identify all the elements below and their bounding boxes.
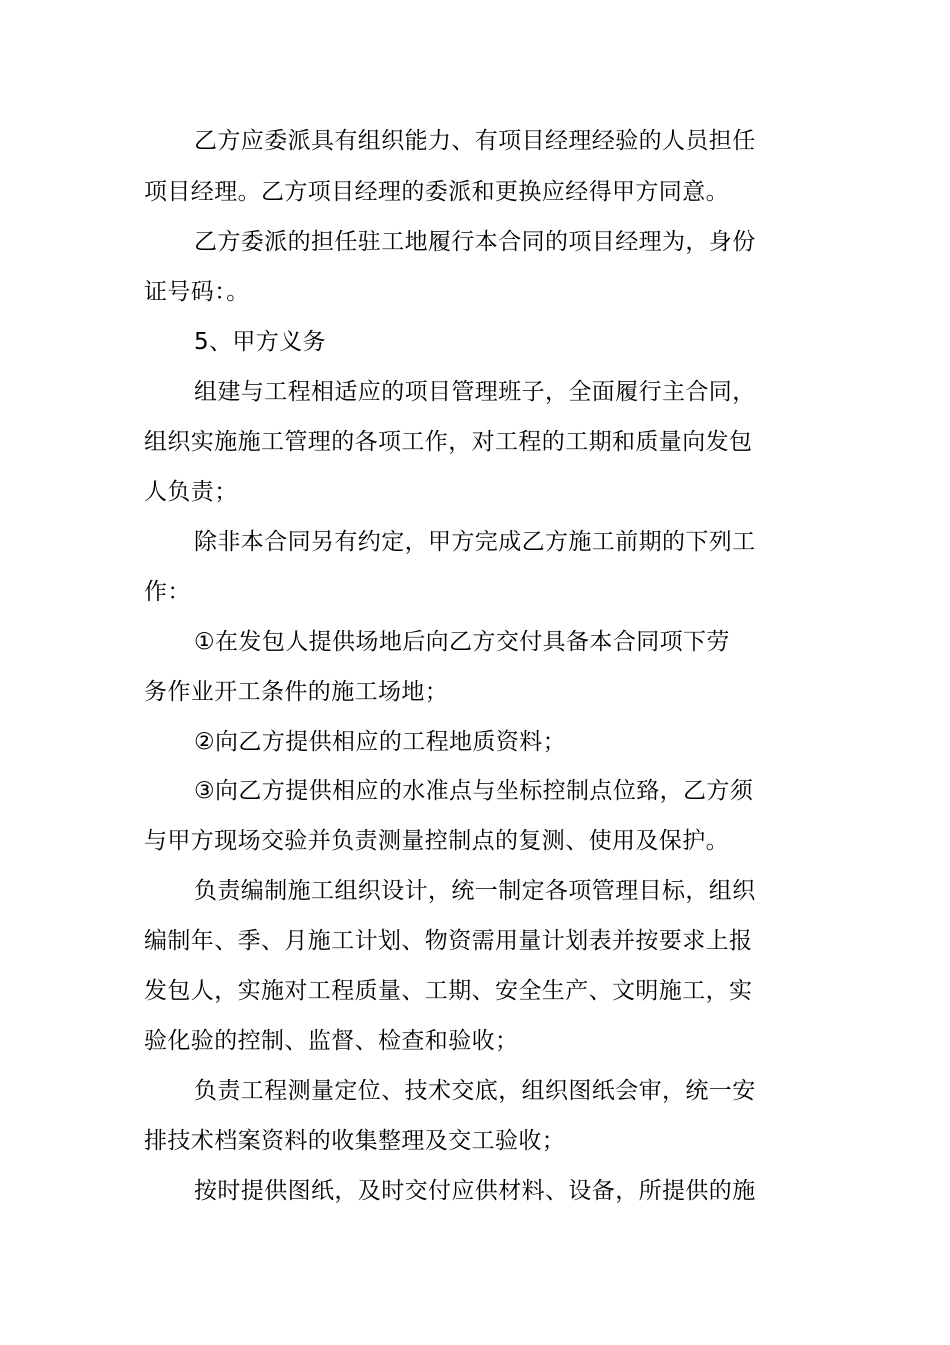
paragraph-line: 作：: [144, 579, 191, 605]
section-heading: 5、甲方义务: [194, 329, 327, 355]
paragraph-line: 验化验的控制、监督、检查和验收；: [144, 1028, 519, 1054]
paragraph-line: 组建与工程相适应的项目管理班子，全面履行主合同，: [194, 379, 756, 405]
paragraph-line: 负责工程测量定位、技术交底，组织图纸会审，统一安: [194, 1078, 756, 1104]
list-item-line: ②向乙方提供相应的工程地质资料；: [194, 729, 567, 755]
paragraph-line: 排技术档案资料的收集整理及交工验收；: [144, 1128, 566, 1154]
list-item-line: ③向乙方提供相应的水准点与坐标控制点位臵，乙方须: [194, 778, 754, 804]
paragraph-line: 组织实施施工管理的各项工作，对工程的工期和质量向发包: [144, 429, 753, 455]
paragraph-line: 乙方应委派具有组织能力、有项目经理经验的人员担任: [194, 128, 756, 154]
paragraph-line: 发包人，实施对工程质量、工期、安全生产、文明施工，实: [144, 978, 753, 1004]
paragraph-line: 编制年、季、月施工计划、物资需用量计划表并按要求上报: [144, 928, 753, 954]
paragraph-line: 项目经理。乙方项目经理的委派和更换应经得甲方同意。: [144, 179, 729, 205]
paragraph-line: 乙方委派的担任驻工地履行本合同的项目经理为，身份: [194, 229, 756, 255]
list-item-line: 务作业开工条件的施工场地；: [144, 679, 449, 705]
paragraph-line: 负责编制施工组织设计，统一制定各项管理目标，组织: [194, 878, 756, 904]
paragraph-line: 证号码：。: [144, 279, 250, 305]
list-item-line: 与甲方现场交验并负责测量控制点的复测、使用及保护。: [144, 828, 729, 854]
list-item-line: ①在发包人提供场地后向乙方交付具备本合同项下劳: [194, 629, 730, 655]
paragraph-line: 人负责；: [144, 479, 238, 505]
paragraph-line: 除非本合同另有约定，甲方完成乙方施工前期的下列工: [194, 529, 756, 555]
paragraph-line: 按时提供图纸，及时交付应供材料、设备，所提供的施: [194, 1178, 756, 1204]
